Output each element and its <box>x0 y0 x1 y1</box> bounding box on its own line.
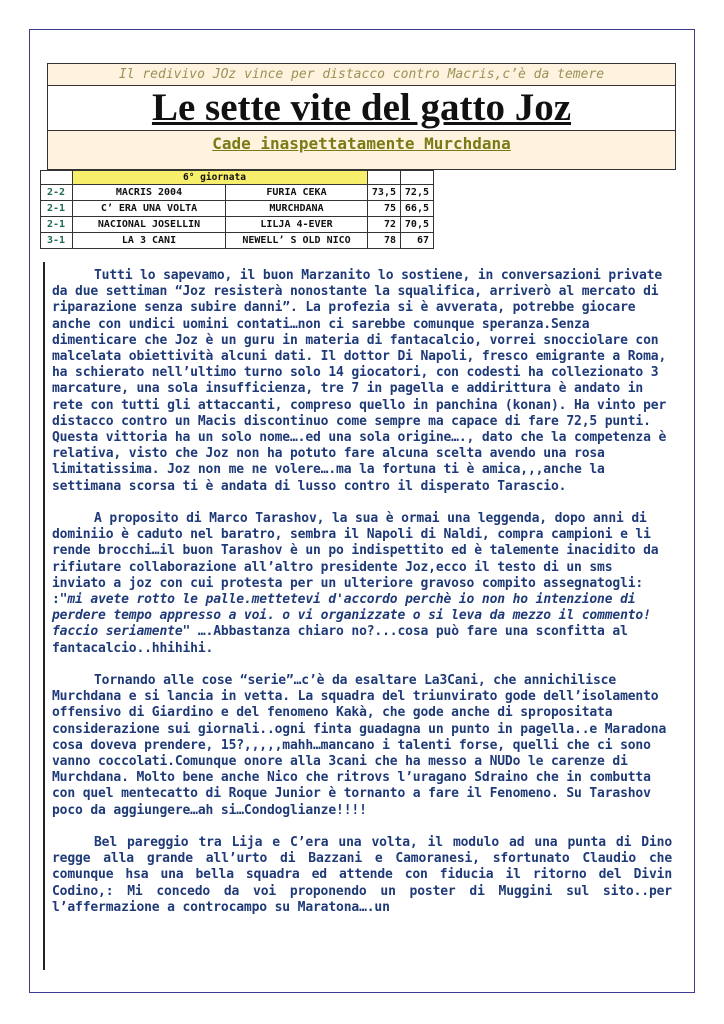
home-team: LA 3 CANI <box>73 233 226 249</box>
header-empty-cell <box>41 171 73 185</box>
home-team: MACRIS 2004 <box>73 185 226 201</box>
away-team: NEWELL’ S OLD NICO <box>226 233 368 249</box>
home-team: NACIONAL JOSELLIN <box>73 217 226 233</box>
header-title-row <box>48 86 675 131</box>
article-paragraph <box>52 268 672 495</box>
away-points: 70,5 <box>401 217 434 233</box>
away-team: MURCHDANA <box>226 201 368 217</box>
sms-quote: mi avete rotto le palle.mettetevi d'accordo perchè io non ho intenzione di perdere tempo appresso a voi. o vi organizzate o si leva da mezzo il commento! faccio seriamente <box>52 592 651 640</box>
away-team: FURIA CEKA <box>226 185 368 201</box>
home-team: C’ ERA UNA VOLTA <box>73 201 226 217</box>
home-points: 73,5 <box>368 185 401 201</box>
away-points: 67 <box>401 233 434 249</box>
header-tagline-row <box>48 131 675 171</box>
paragraph-text: A proposito di Marco Tarashov, la sua è ormai una leggenda, dopo anni di dominiio è caduto nel baratro, sembra il Napoli di Naldi, compra campioni e li rende brocchi…il buon Tarashov è un po indispettito ed è talemente inacidito da rifiutare collaborazione all’altro presidente Joz,ecco il testo di un sms inviato a joz con cui protesta per un ulteriore gravoso compito assegnatogli: :" <box>52 511 659 608</box>
match-score: 2-2 <box>41 185 73 201</box>
article-paragraph <box>52 835 672 916</box>
table-row <box>41 217 434 233</box>
article-paragraph <box>52 673 672 819</box>
paragraph-text: Tutti lo sapevamo, il buon Marzanito lo sostiene, in conversazioni private da due settiman “Joz resisterà nonostante la squalifica, arriverò al mercato di riparazione senza subire danni”. La profezia si è avverata, potrebbe giocare anche con undici uomini contati…non ci sarebbe comunque speranza.Senza dimenticare che Joz è un guru in materia di fantacalcio, vorrei snocciolare con malcelata obiettività alcuni dati. Il dottor Di Napoli, fresco emigrante a Roma, ha schierato nell’ultimo turno solo 14 giocatori, con codesti ha collezionato 3 marcature, una sola insufficienza, tre 7 in pagella e addirittura è andato in rete con tutti gli attaccanti, compreso quello in panchina (konan). Ha vinto per distacco contro un Macis discontinuo come sempre ma capace di fare 72,5 punti. Questa vittoria ha un solo nome….ed una sola origine…., dato che la competenza è relativa, visto che Joz non ha potuto fare alcuna scelta avendo una rosa limitatissima. Joz non me ne volere….ma la fortuna ti è amica,,,anche la settimana scorsa ti è andata di lusso contro il disperato Tarascio. <box>52 268 667 494</box>
header-empty-cell <box>401 171 434 185</box>
match-score: 3-1 <box>41 233 73 249</box>
header-subtitle: Il redivivo JOz vince per distacco contro Macris,c’è da temere <box>48 64 675 86</box>
page-title: Le sette vite del gatto Joz <box>151 86 572 129</box>
away-points: 72,5 <box>401 185 434 201</box>
round-label: 6° giornata <box>73 171 368 185</box>
home-points: 78 <box>368 233 401 249</box>
table-row <box>41 185 434 201</box>
table-row <box>41 233 434 249</box>
header-empty-cell <box>368 171 401 185</box>
home-points: 75 <box>368 201 401 217</box>
table-row <box>41 201 434 217</box>
match-score: 2-1 <box>41 217 73 233</box>
header-tagline: Cade inaspettatamente Murchdana <box>212 134 511 153</box>
left-margin-rule <box>43 262 45 970</box>
home-points: 72 <box>368 217 401 233</box>
away-team: LILJA 4-EVER <box>226 217 368 233</box>
article-body <box>52 268 672 932</box>
results-header-row <box>41 171 434 185</box>
article-paragraph <box>52 511 672 657</box>
away-points: 66,5 <box>401 201 434 217</box>
paragraph-text: Tornando alle cose “serie”…c’è da esaltare La3Cani, che annichilisce Murchdana e si lancia in vetta. La squadra del triunvirato gode dell’isolamento offensivo di Giardino e del fenomeno Kakà, che gode anche di spropositata considerazione sui giornali..ogni finta guadagna un punto in pagella..e Maradona cosa doveva prendere, 15?,,,,,mahh…mancano i talenti forse, quelli che ci sono vanno coccolati.Comunque onore alla 3cani che ha messo a NUDo le carenze di Murchdana. Molto bene anche Nico che ritrovs l’uragano Sdraino che in combutta con quel mentecatto di Roque Junior è tornanto a fare il Fenomeno. Su Tarashov poco da aggiungere…ah si…Condoglianze!!!! <box>52 673 667 818</box>
article-header <box>47 63 676 170</box>
paragraph-text: Bel pareggio tra Lija e C’era una volta, il modulo ad una punta di Dino regge alla grande all’urto di Bazzani e Camoranesi, sfortunato Claudio che comunque hsa una bella squadra ed attende con fiducia il ritorno del Divin Codino,: Mi concedo da voi proponendo un poster di Muggini sul sito..per l’affermazione a controcampo su Maratona….un <box>52 835 672 915</box>
match-score: 2-1 <box>41 201 73 217</box>
paragraph-text: " ….Abbastanza chiaro no?...cosa può fare una sconfitta al fantacalcio..hhihihi. <box>52 624 628 656</box>
results-table <box>40 170 434 249</box>
